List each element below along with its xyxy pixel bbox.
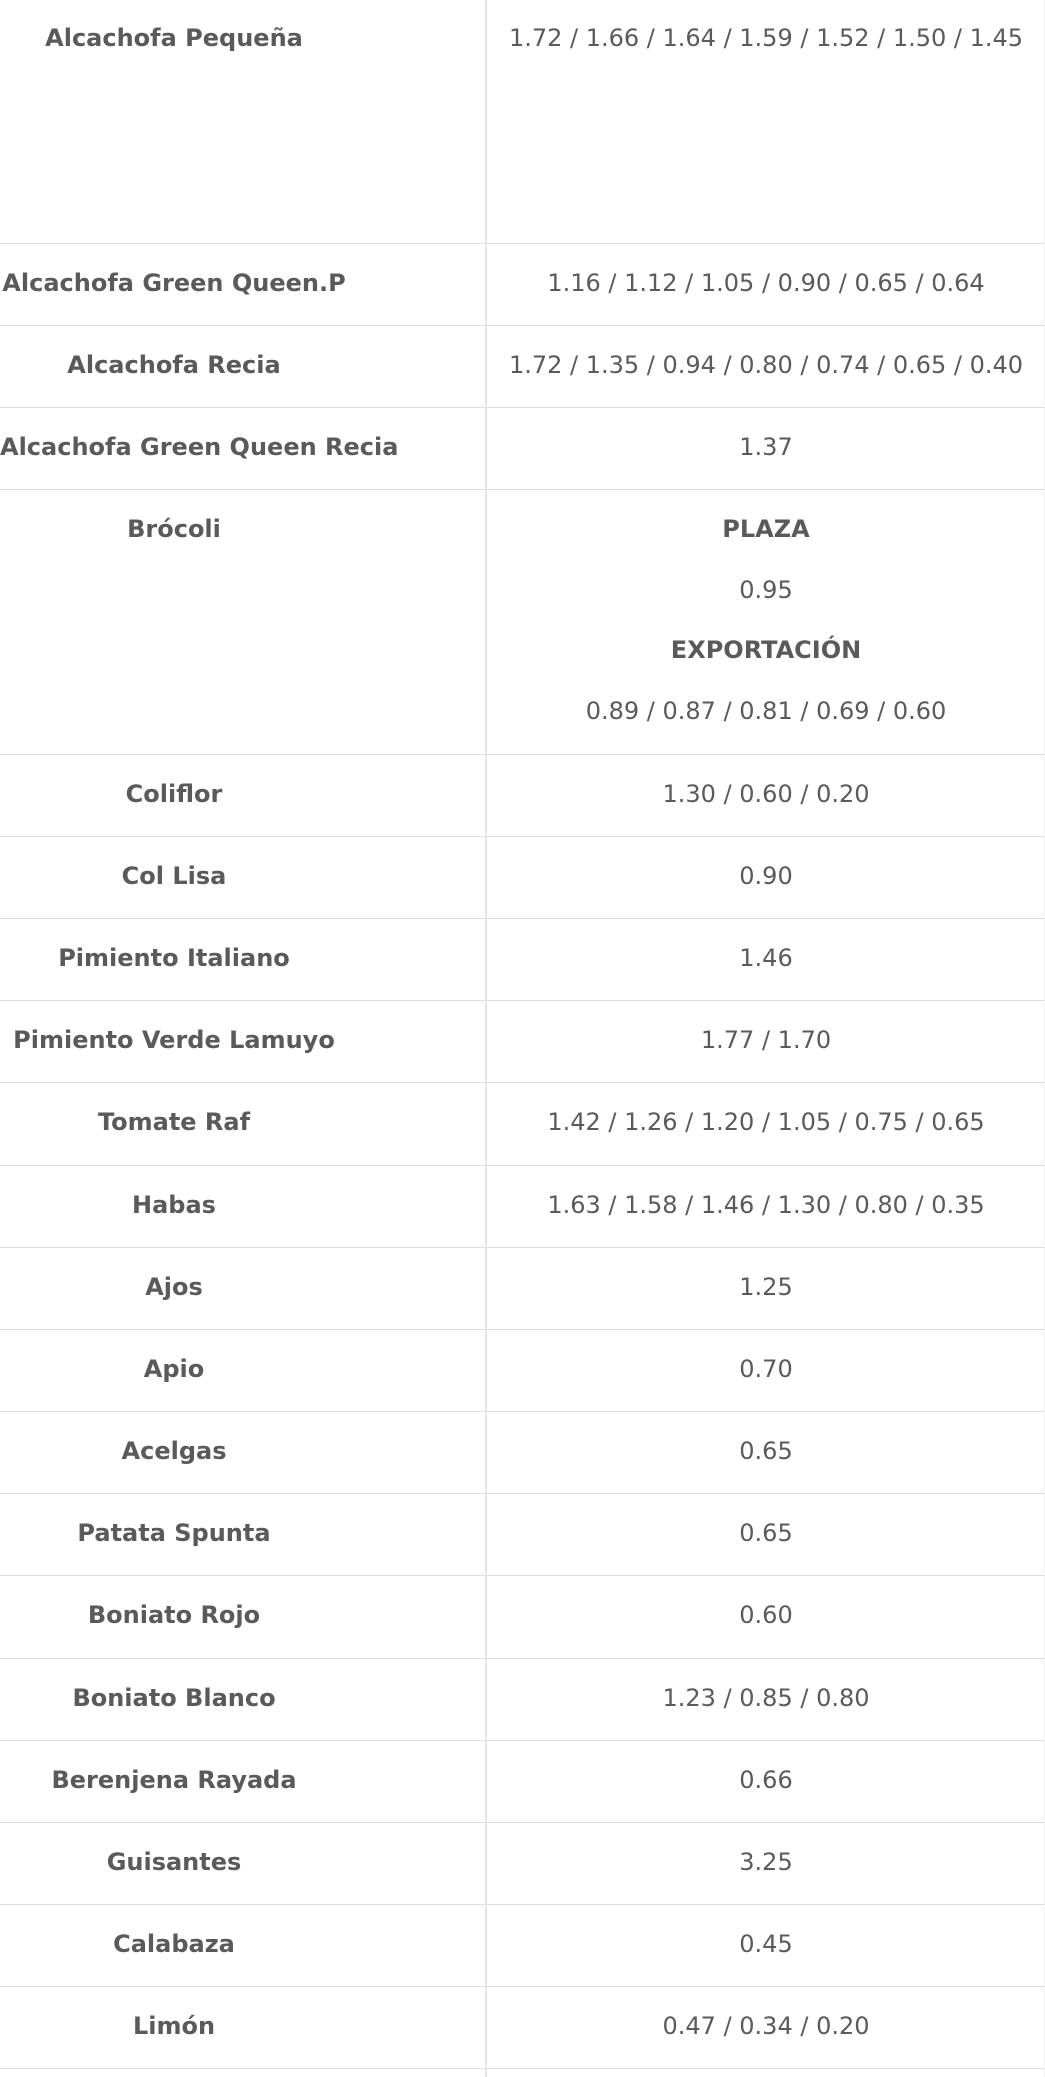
product-price: 1.23 / 0.85 / 0.80 (662, 1684, 870, 1712)
table-row (0, 1823, 1045, 1905)
table-row (0, 1166, 1045, 1248)
product-name: Brócoli (127, 515, 221, 543)
product-name: Patata Spunta (77, 1519, 271, 1547)
product-name: Alcachofa Green Queen.P (2, 269, 346, 297)
table-row (0, 1987, 1045, 2069)
table-row (0, 408, 1045, 490)
product-price: 1.30 / 0.60 / 0.20 (662, 780, 870, 808)
export-price: 0.89 / 0.87 / 0.81 / 0.69 / 0.60 (585, 697, 947, 725)
table-row (0, 1494, 1045, 1576)
product-name: Tomate Raf (97, 1108, 251, 1136)
product-price: 3.25 (739, 1848, 793, 1876)
product-name: Calabaza (113, 1930, 235, 1958)
product-name: Boniato Blanco (72, 1684, 276, 1712)
product-name: Apio (143, 1355, 205, 1383)
product-price: 0.60 (739, 1601, 793, 1629)
table-row (0, 1083, 1045, 1166)
product-name: Acelgas (121, 1437, 227, 1465)
product-name: Pimiento Verde Lamuyo (13, 1026, 335, 1054)
table-row (0, 755, 1045, 837)
plaza-price: 0.95 (739, 576, 793, 604)
product-name: Alcachofa Recia (67, 351, 281, 379)
table-row (0, 1330, 1045, 1412)
product-name: Limón (132, 2012, 216, 2040)
product-price: 1.37 (739, 433, 793, 461)
product-price: 0.90 (739, 862, 793, 890)
product-name: Boniato Rojo (87, 1601, 261, 1629)
product-price: 1.46 (739, 944, 793, 972)
product-price: 1.72 / 1.66 / 1.64 / 1.59 / 1.52 / 1.50 / 1.45 (508, 24, 1024, 52)
table-row (0, 1001, 1045, 1083)
product-name: Berenjena Rayada (51, 1766, 297, 1794)
product-price: 0.65 (739, 1437, 793, 1465)
product-price: 1.25 (739, 1273, 793, 1301)
export-label: EXPORTACIÓN (670, 636, 862, 664)
table-row (0, 919, 1045, 1001)
product-name: Coliflor (125, 780, 223, 808)
table-row (0, 1741, 1045, 1823)
product-price: 0.66 (739, 1766, 793, 1794)
plaza-label: PLAZA (722, 515, 810, 543)
product-name: Guisantes (106, 1848, 242, 1876)
product-price: 1.63 / 1.58 / 1.46 / 1.30 / 0.80 / 0.35 (547, 1191, 985, 1219)
table-row (0, 1659, 1045, 1741)
product-price: 0.47 / 0.34 / 0.20 (662, 2012, 870, 2040)
table-row (0, 1412, 1045, 1494)
table-row (0, 1905, 1045, 1987)
table-row (0, 490, 1045, 755)
product-name: Alcachofa Pequeña (45, 24, 303, 52)
product-price: 1.42 / 1.26 / 1.20 / 1.05 / 0.75 / 0.65 (547, 1108, 985, 1136)
product-price: 1.77 / 1.70 (700, 1026, 832, 1054)
column-divider (485, 0, 487, 2077)
table-row (0, 1248, 1045, 1330)
product-price: 1.72 / 1.35 / 0.94 / 0.80 / 0.74 / 0.65 / 0.40 (508, 351, 1024, 379)
product-price: 0.65 (739, 1519, 793, 1547)
product-name: Habas (132, 1191, 216, 1219)
product-name: Ajos (145, 1273, 203, 1301)
product-name: Alcachofa Green Queen Recia (0, 433, 399, 461)
product-price: 1.16 / 1.12 / 1.05 / 0.90 / 0.65 / 0.64 (547, 269, 985, 297)
table-row (0, 0, 1045, 244)
table-row (0, 326, 1045, 408)
product-name: Pimiento Italiano (58, 944, 290, 972)
table-row (0, 1576, 1045, 1659)
product-price: 0.70 (739, 1355, 793, 1383)
table-row (0, 244, 1045, 326)
table-row (0, 837, 1045, 919)
product-name: Col Lisa (121, 862, 227, 890)
product-price: 0.45 (739, 1930, 793, 1958)
